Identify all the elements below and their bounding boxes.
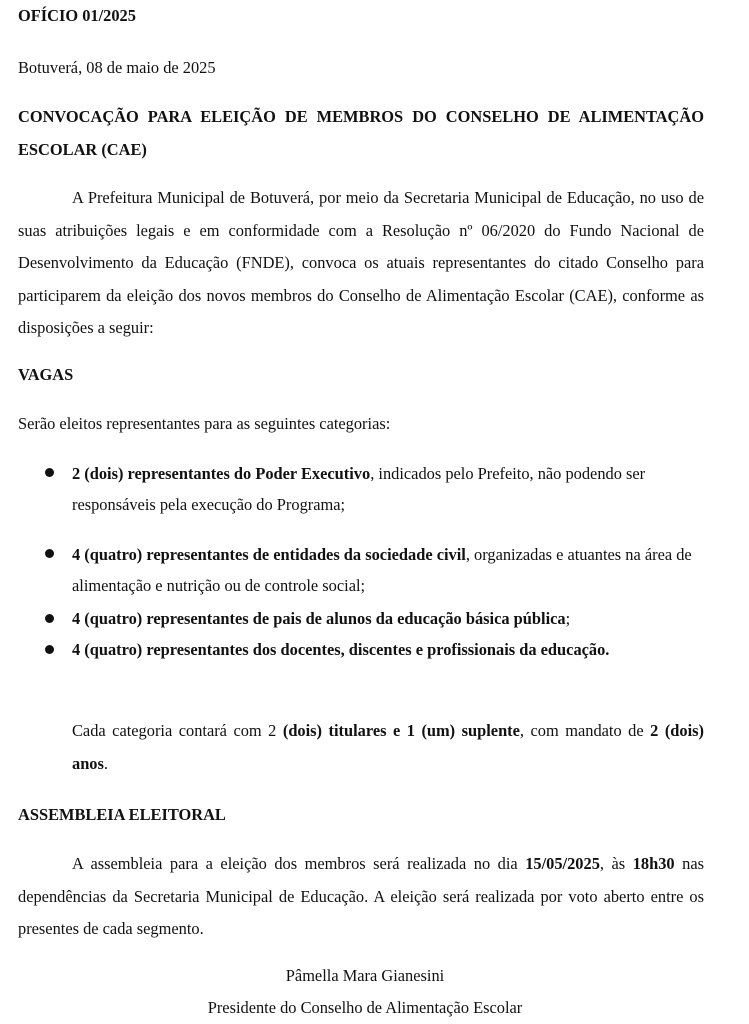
document-title: CONVOCAÇÃO PARA ELEIÇÃO DE MEMBROS DO CONSELHO DE ALIMENTAÇÃO ESCOLAR (CAE)	[18, 107, 704, 159]
assembly-time: 18h30	[632, 854, 675, 873]
list-item-text: , organizadas e atuantes na área de alimentação e nutrição ou de controle social;	[72, 545, 692, 595]
list-item-text: ;	[565, 609, 571, 628]
assembly-date: 15/05/2025	[525, 854, 600, 873]
vagas-heading: VAGAS	[18, 365, 74, 384]
mandate-bold-1: (dois) titulares e 1 (um) suplente	[282, 721, 520, 740]
bullet-icon	[45, 614, 54, 623]
assembly-text-3: nas dependências da Secretaria Municipal de Educação. A eleição será realizada por voto aberto entre os presentes de cada segmento.	[18, 854, 704, 938]
assembly-paragraph	[18, 848, 704, 946]
bullet-icon	[45, 645, 54, 654]
list-item-bold: 4 (quatro) representantes dos docentes, discentes e profissionais da educação.	[72, 640, 610, 659]
list-item-bold: 4 (quatro) representantes de entidades da sociedade civil	[72, 545, 466, 564]
assembly-heading: ASSEMBLEIA ELEITORAL	[18, 805, 226, 824]
mandate-bold-2: 2 (dois) anos	[72, 721, 704, 773]
assembly-text-1: A assembleia para a eleição dos membros será realizada no dia	[72, 854, 526, 873]
mandate-paragraph	[72, 715, 704, 780]
list-item	[72, 603, 712, 634]
list-item	[72, 634, 712, 665]
intro-paragraph: A Prefeitura Municipal de Botuverá, por meio da Secretaria Municipal de Educação, no uso de suas atribuições legais e em conformidade com a Resolução nº 06/2020 do Fundo Nacional de Desenvolvimento da Educação (FNDE), convoca os atuais representantes do citado Conselho para participarem da eleição dos novos membros do Conselho de Alimentação Escolar (CAE), conforme as disposições a seguir:	[18, 188, 704, 337]
list-item	[72, 458, 712, 520]
bullet-icon	[45, 549, 54, 558]
bullet-icon	[45, 468, 54, 477]
place-date: Botuverá, 08 de maio de 2025	[18, 58, 216, 77]
office-number: OFÍCIO 01/2025	[18, 6, 136, 25]
list-item-text: , indicados pelo Prefeito, não podendo ser responsáveis pela execução do Programa;	[72, 464, 646, 514]
signature-role: Presidente do Conselho de Alimentação Escolar	[207, 998, 523, 1017]
vagas-intro: Serão eleitos representantes para as seguintes categorias:	[18, 414, 391, 433]
mandate-text-1: Cada categoria contará com 2	[72, 721, 283, 740]
mandate-text-3: .	[103, 753, 108, 773]
signature-name: Pâmella Mara Gianesini	[285, 966, 445, 985]
mandate-text-2: , com mandato de	[519, 721, 651, 740]
list-item-bold: 2 (dois) representantes do Poder Executivo	[72, 464, 371, 483]
list-item	[72, 539, 712, 601]
assembly-text-2: , às	[599, 854, 633, 873]
list-item-bold: 4 (quatro) representantes de pais de alunos da educação básica pública	[72, 609, 566, 628]
